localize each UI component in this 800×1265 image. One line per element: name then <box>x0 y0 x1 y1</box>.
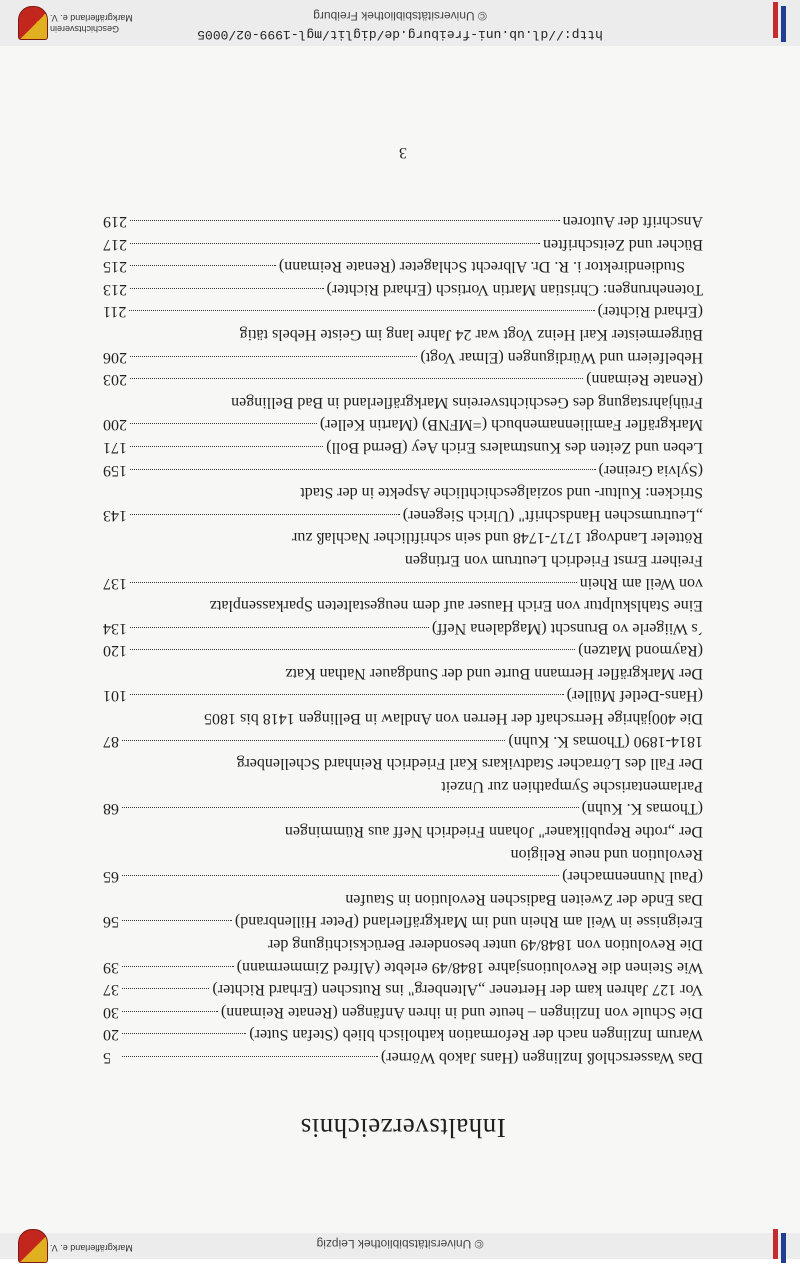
toc-entry <box>103 1045 703 1068</box>
toc-entry-text: Leben und Zeiten des Kunstmalers Erich Aey (Bernd Boll) <box>326 438 703 456</box>
toc-entry <box>103 368 703 413</box>
toc-entry-page: 39 <box>103 958 119 976</box>
toc-entry <box>103 345 703 368</box>
toc-entry-text: Markgräfler Familiennamenbuch (=MFNB) (Martin Keller) <box>319 416 703 434</box>
page-number: 3 <box>399 144 407 161</box>
toc-entry-line <box>103 322 703 345</box>
toc-entry-page: 217 <box>103 235 127 253</box>
toc-entry-line <box>103 481 703 504</box>
toc-entry-line <box>103 955 703 978</box>
toc-entry <box>103 639 703 684</box>
toc-entry-text: (Erhard Richter) <box>597 303 703 321</box>
toc-entry <box>103 616 703 639</box>
toc-entry-line <box>103 887 703 910</box>
toc-entry-line <box>103 910 703 933</box>
dot-leader <box>130 695 564 696</box>
toc-entry <box>103 1023 703 1046</box>
toc-entry-page: 30 <box>103 1003 119 1021</box>
toc-entry <box>103 797 703 865</box>
toc-entry-page: 68 <box>103 800 119 818</box>
dot-leader <box>130 288 324 289</box>
toc-entry-line <box>103 1000 703 1023</box>
dot-leader <box>130 378 583 379</box>
dot-leader <box>122 875 559 876</box>
toc-entry-page: 159 <box>103 461 127 479</box>
toc-entry-page: 219 <box>103 213 127 231</box>
toc-entry-page: 5 <box>103 1049 111 1066</box>
dot-leader <box>122 807 579 808</box>
toc-entry-line <box>103 548 703 571</box>
toc-entry-text: ´s Wiigerle vo Brunscht (Magdalena Neff) <box>431 619 703 637</box>
toc-entry-text: Rötteler Landvogt 1717-1748 und sein schriftlicher Nachlaß zur <box>292 529 703 547</box>
toc-entry-text: Wie Steinen die Revolutionsjahre 1848/49 erlebte (Alfred Zimmermann) <box>236 958 703 976</box>
society-crest-icon <box>8 1227 48 1265</box>
toc-entry-text: Freiherr Ernst Friedrich Leutrum von Ertingen <box>404 551 703 569</box>
dot-leader <box>122 740 505 741</box>
toc-entry-line <box>103 526 703 549</box>
toc-entry-line <box>103 255 703 278</box>
toc-entry-text: Ereignisse in Weil am Rhein und im Markgräflerland (Peter Hillenbrand) <box>234 913 703 931</box>
toc-entry <box>103 955 703 978</box>
toc-entry-line <box>103 842 703 865</box>
dot-leader <box>130 356 417 357</box>
toc-entry-text: Der Markgräfler Hermann Burte und der Sundgauer Nathan Katz <box>285 664 703 682</box>
toc-entry-page: 206 <box>103 348 127 366</box>
dot-leader <box>130 582 577 583</box>
toc-entry-text: Hebelfeiern und Würdigungen (Elmar Vogt) <box>420 348 703 366</box>
page-title: Inhaltsverzeichnis <box>300 1113 506 1143</box>
toc-entry <box>103 571 703 616</box>
toc-entry <box>103 277 703 300</box>
dot-leader <box>130 649 575 650</box>
toc-entry-line <box>103 300 703 323</box>
toc-entry-text: Vor 127 Jahren kam der Herteneг „Altenberg" ins Rutschen (Erhard Richter) <box>212 981 703 999</box>
toc-entry-line <box>103 865 703 888</box>
toc-entry-text: Totenehrungen: Christian Martin Vortisch (Erhard Richter) <box>326 280 703 298</box>
viewer-header-bar <box>0 1233 800 1259</box>
toc-entry-text: Studiendirektor i. R. Dr. Albrecht Schlageter (Renate Reimann) <box>278 258 685 276</box>
toc-entry-text: Bürgermeister Karl Heinz Vogt war 24 Jahre lang im Geiste Hebels tätig <box>239 326 703 343</box>
toc-entry-page: 120 <box>103 642 127 660</box>
toc-entry-text: Die Schule von Inzlingen – heute und in ihren Anfängen (Renate Reimann) <box>220 1003 703 1021</box>
toc-entry-line <box>103 232 703 255</box>
toc-entry-text: Das Ende der Zweiten Badischen Revolution in Staufen <box>345 890 703 908</box>
toc-entry <box>103 1000 703 1023</box>
dot-leader <box>130 423 317 424</box>
header-society-name: Markgräflerland e. V. <box>50 1243 133 1253</box>
header-credit: © Universitätsbibliothek Leipzig <box>316 1237 484 1251</box>
toc-entry-line <box>103 368 703 391</box>
toc-entry <box>103 729 703 797</box>
toc-entry-line <box>103 1045 703 1068</box>
toc-entry-line <box>103 774 703 797</box>
toc-entry-page: 213 <box>103 280 127 298</box>
document-url[interactable]: http://dl.ub.uni-freiburg.de/diglit/mgl-1999-02/0005 <box>197 27 603 42</box>
toc-entry-text: Anschrift der Autoren <box>562 213 703 231</box>
toc-entry-line <box>103 707 703 730</box>
toc-entry-page: 143 <box>103 506 127 524</box>
toc-entry-line <box>103 594 703 617</box>
toc-entry-line <box>103 277 703 300</box>
toc-entry <box>103 232 703 255</box>
toc-entry-page: 134 <box>103 619 127 637</box>
toc-entry <box>103 503 703 571</box>
footer-credit: © Universitätsbibliothek Freiburg <box>313 9 487 23</box>
dot-leader <box>122 966 234 967</box>
toc-entry-text: (Thomas K. Kuhn) <box>581 800 703 818</box>
dot-leader <box>130 627 429 628</box>
toc-entry <box>103 458 703 503</box>
toc-entry <box>103 910 703 955</box>
toc-entry-line <box>103 639 703 662</box>
toc-entry-text: Revolution und neue Religion <box>510 845 703 863</box>
dot-leader <box>130 469 596 470</box>
toc-entry <box>103 435 703 458</box>
viewer-footer-bar <box>0 0 800 46</box>
dot-leader <box>130 446 323 447</box>
toc-entry-text: (Renate Reimann) <box>586 371 703 389</box>
toc-entry-page: 137 <box>103 574 127 592</box>
toc-entry-line <box>103 932 703 955</box>
toc-entry-text: (Sylvia Greiner) <box>598 461 703 479</box>
toc-entry-line <box>103 435 703 458</box>
toc-entry-text: Der „rothe Republikaner" Johann Friedrich Neff aus Rümmingen <box>284 823 703 841</box>
toc-entry <box>103 978 703 1001</box>
table-of-contents <box>103 209 703 1143</box>
toc-entry-line <box>103 571 703 594</box>
toc-entry-text: Das Wasserschloß Inzlingen (Hans Jakob Wörner) <box>380 1049 703 1066</box>
toc-entry-line <box>103 661 703 684</box>
toc-entry-text: 1814-1890 (Thomas K. Kuhn) <box>508 732 703 750</box>
toc-entry-line <box>103 503 703 526</box>
toc-entry-text: Bücher und Zeitschriften <box>543 235 703 253</box>
dot-leader <box>130 514 400 515</box>
society-crest-icon <box>8 4 48 42</box>
dot-leader <box>122 1056 378 1057</box>
toc-entry-line <box>103 458 703 481</box>
dot-leader <box>122 920 232 921</box>
toc-entry-page: 101 <box>103 687 127 705</box>
toc-entry-text: (Hans-Detlef Müller) <box>566 687 703 705</box>
toc-entry <box>103 684 703 729</box>
toc-entry-page: 87 <box>103 732 119 750</box>
toc-entry <box>103 300 703 345</box>
toc-entry-text: Parlamentarische Sympathien zur Unzeit <box>441 777 703 795</box>
toc-entry-page: 20 <box>103 1026 119 1044</box>
toc-entry-page: 56 <box>103 913 119 931</box>
toc-entry <box>103 209 703 232</box>
dot-leader <box>122 988 209 989</box>
toc-entry-text: Stricken: Kultur- und sozialgeschichtliche Aspekte in der Stadt <box>300 484 703 502</box>
toc-entry-line <box>103 684 703 707</box>
toc-entry-line <box>103 978 703 1001</box>
toc-entry-line <box>103 797 703 820</box>
toc-entry-line <box>103 729 703 752</box>
dot-leader <box>122 1011 218 1012</box>
footer-society-name: Geschichtsverein Markgräflerland e. V. <box>50 13 133 34</box>
toc-entry-text: (Paul Nunnenmacher) <box>562 868 703 886</box>
toc-entry-line <box>103 616 703 639</box>
toc-entry-page: 203 <box>103 371 127 389</box>
toc-entry-text: von Weil am Rhein <box>579 574 703 592</box>
toc-entry-text: Der Fall des Lörracher Stadtvikars Karl Friedrich Reinhard Schellenberg <box>236 755 703 773</box>
toc-entry-page: 211 <box>103 303 127 321</box>
toc-entry-line <box>103 1023 703 1046</box>
toc-entry-text: Eine Stahlskulptur von Erich Hauser auf dem neugestalteten Sparkassenplatz <box>209 597 703 615</box>
toc-entry-line <box>103 209 703 232</box>
toc-entry-page: 37 <box>103 981 119 999</box>
toc-entry-page: 65 <box>103 868 119 886</box>
toc-entry-text: Die 400jährige Herrschaft der Herren von Andlaw in Bellingen 1418 bis 1805 <box>204 710 703 728</box>
toc-entry-text: Warum Inzlingen nach der Reformation katholisch blieb (Stefan Suter) <box>249 1026 703 1044</box>
dot-leader <box>130 243 540 244</box>
toc-entry <box>103 413 703 436</box>
toc-entry-page: 171 <box>103 438 127 456</box>
toc-entry-text: Die Revolution von 1848/49 unter besonderer Berücksichtigung der <box>267 936 703 954</box>
toc-entry-page: 200 <box>103 416 127 434</box>
dot-leader <box>130 265 276 266</box>
dot-leader <box>130 220 560 221</box>
toc-entry-line <box>103 390 703 413</box>
toc-entry-line <box>103 413 703 436</box>
toc-entry-line <box>103 345 703 368</box>
dot-leader <box>129 310 594 311</box>
toc-entry-text: (Raymond Matzen) <box>578 642 703 660</box>
toc-entry-page: 215 <box>103 258 127 276</box>
toc-entry-line <box>103 819 703 842</box>
toc-entry-list <box>103 209 703 1068</box>
toc-entry-text: „Leutrumschen Handschrift" (Ulrich Siegener) <box>402 506 703 524</box>
toc-entry <box>103 865 703 910</box>
toc-entry-line <box>103 752 703 775</box>
toc-entry <box>103 255 703 278</box>
toc-entry-text: Frühjahrstagung des Geschichtsvereins Markgräflerland in Bad Bellingen <box>231 393 703 411</box>
dot-leader <box>122 1033 246 1034</box>
